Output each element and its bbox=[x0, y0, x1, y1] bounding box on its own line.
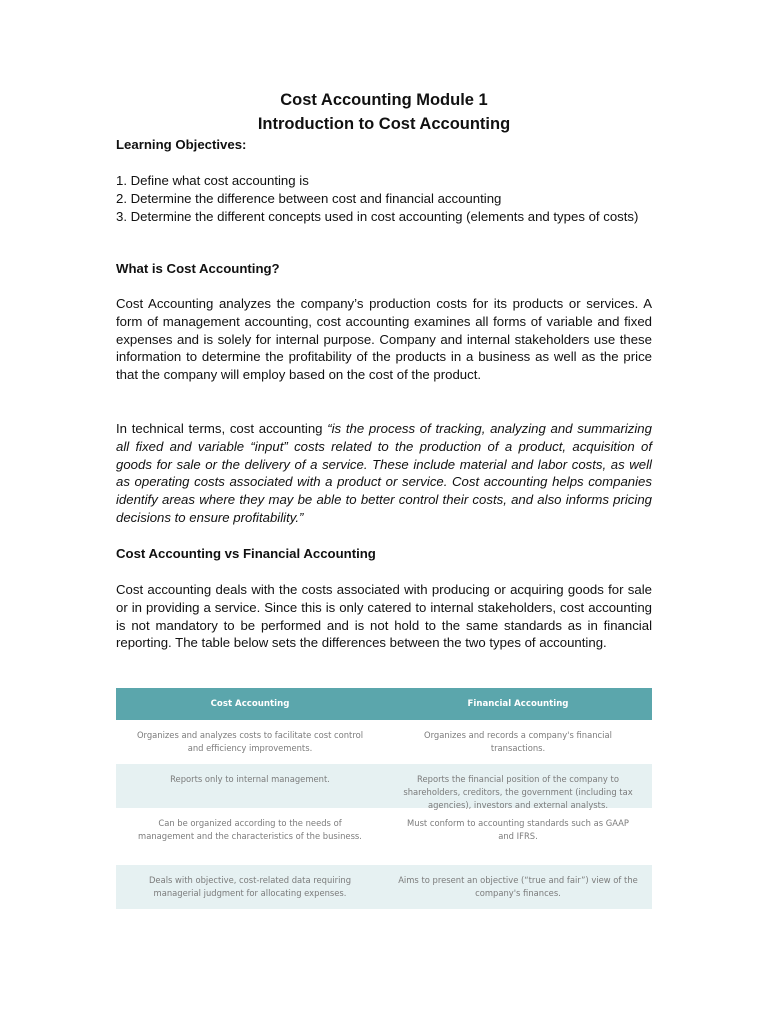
comparison-table bbox=[116, 688, 652, 909]
table-cell: Can be organized according to the needs of management and the characteristics of the business. bbox=[138, 818, 362, 841]
objectives-heading: Learning Objectives: bbox=[116, 137, 247, 152]
section-heading-vs: Cost Accounting vs Financial Accounting bbox=[116, 546, 376, 561]
objective-item: 3. Determine the different concepts used in cost accounting (elements and types of costs) bbox=[116, 208, 639, 224]
table-row bbox=[116, 764, 652, 808]
table-cell: Deals with objective, cost-related data requiring managerial judgment for allocating expenses. bbox=[148, 875, 352, 898]
table-cell: Must conform to accounting standards such as GAAP and IFRS. bbox=[407, 818, 629, 841]
section-heading-what-is: What is Cost Accounting? bbox=[116, 261, 280, 276]
objective-item: 1. Define what cost accounting is bbox=[116, 173, 309, 188]
table-header-row bbox=[116, 688, 652, 720]
table-cell: Organizes and records a company's financial transactions. bbox=[424, 730, 612, 753]
table-cell: Reports the financial position of the company to shareholders, creditors, the government (including tax agencies), investors and external analysts. bbox=[403, 774, 633, 810]
table-header-financial: Financial Accounting bbox=[467, 698, 569, 709]
table-cell: Organizes and analyzes costs to facilitate cost control and efficiency improvements. bbox=[136, 730, 364, 753]
table-header-cost: Cost Accounting bbox=[210, 698, 290, 709]
objectives-list bbox=[116, 172, 652, 225]
table-row bbox=[116, 865, 652, 909]
technical-quote: “is the process of tracking, analyzing and summarizing all fixed and variable “input” costs related to the production of a product, acquisition of goods for sale or the delivery of a service. These include material and labor costs, as well as operating costs associated with a product or service. Cost accounting helps companies identify areas where they may be able to better control their costs, and also informs pricing decisions to ensure profitability.” bbox=[116, 421, 652, 525]
table-cell: Aims to present an objective (“true and fair”) view of the company's finances. bbox=[398, 875, 638, 898]
table-row bbox=[116, 808, 652, 865]
paragraph-comparison: Cost accounting deals with the costs associated with producing or acquiring goods for sale or in providing a service. Since this is only catered to internal stakeholders, cost accounting is not mandatory to be performed and is not hold to the same standards as in financial reporting. The table below sets the differences between the two types of accounting. bbox=[116, 582, 652, 651]
page-title: Cost Accounting Module 1 bbox=[280, 91, 488, 109]
technical-intro: In technical terms, cost accounting bbox=[116, 421, 328, 436]
objective-item: 2. Determine the difference between cost and financial accounting bbox=[116, 190, 502, 206]
page-subtitle: Introduction to Cost Accounting bbox=[257, 115, 511, 133]
paragraph-definition: Cost Accounting analyzes the company’s production costs for its products or services. A form of management accounting, cost accounting examines all forms of variable and fixed expenses and is solely for internal purpose. Company and internal stakeholders use these information to determine the profitability of the products in a business as well as the price that the company will employ based on the cost of the product. bbox=[116, 296, 652, 383]
table-cell: Reports only to internal management. bbox=[170, 774, 330, 784]
paragraph-technical bbox=[116, 420, 652, 527]
table-row bbox=[116, 720, 652, 764]
